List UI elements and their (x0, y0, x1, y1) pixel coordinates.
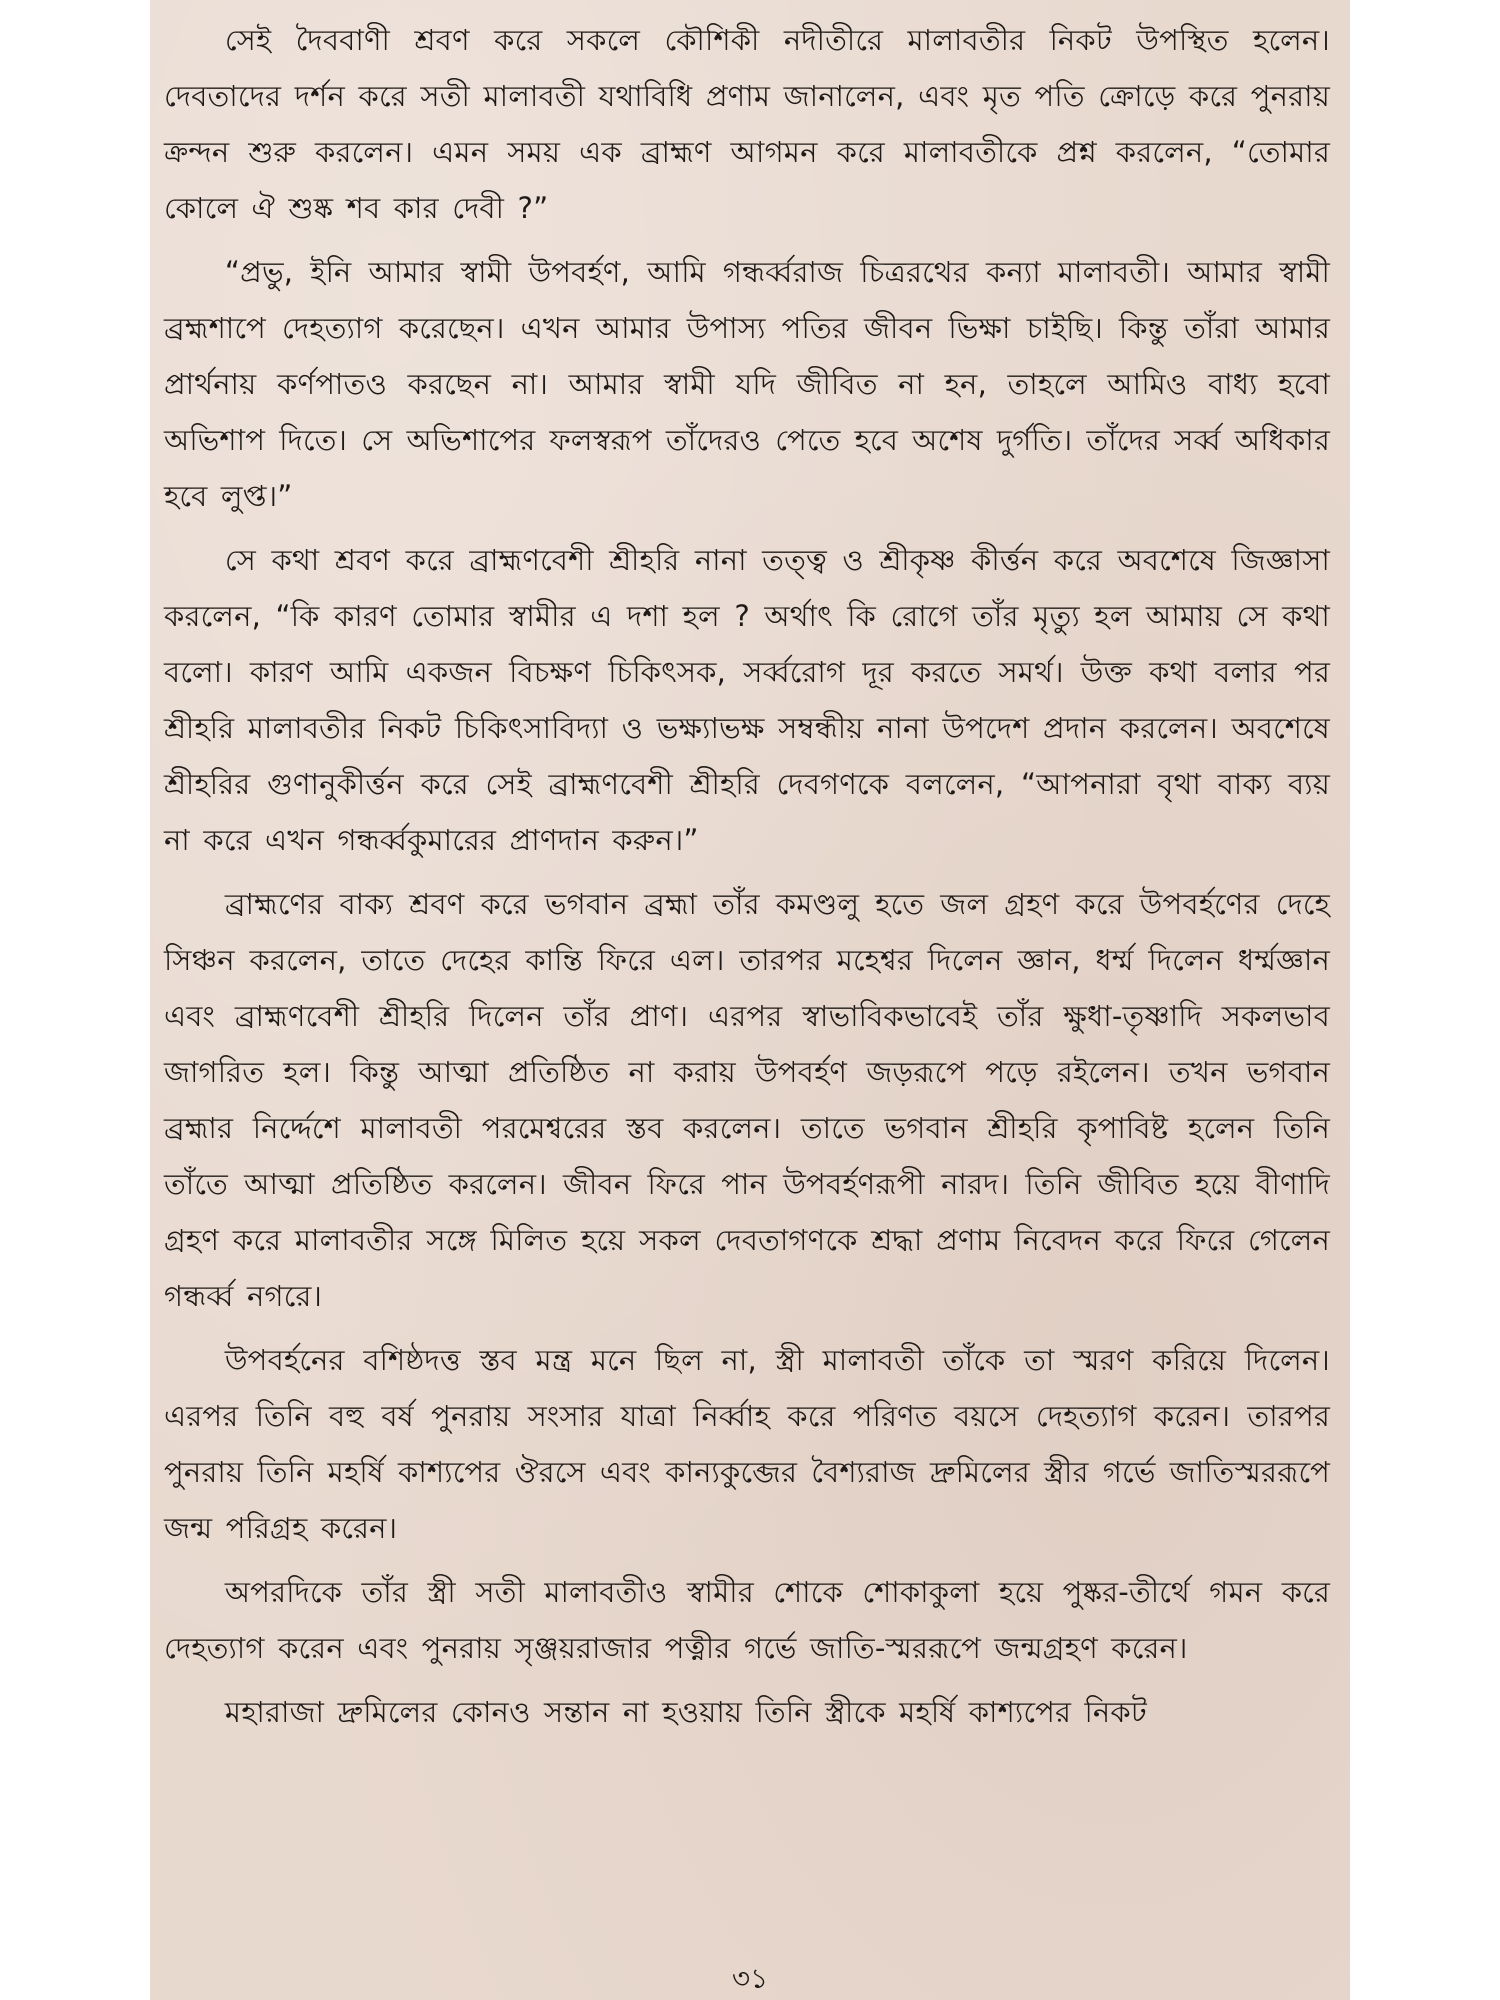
book-page (150, 0, 1350, 2000)
paragraph-1: সেই দৈববাণী শ্রবণ করে সকলে কৌশিকী নদীতীরে মালাবতীর নিকট উপস্থিত হলেন। দেবতাদের দর্শন করে সতী মালাবতী যথাবিধি প্রণাম জানালেন, এবং মৃত পতি ক্রোড়ে করে পুনরায় ক্রন্দন শুরু করলেন। এমন সময় এক ব্রাহ্মণ আগমন করে মালাবতীকে প্রশ্ন করলেন, “তোমার কোলে ঐ শুষ্ক শব কার দেবী ?” (164, 23, 1330, 225)
paragraph-6: অপরদিকে তাঁর স্ত্রী সতী মালাবতীও স্বামীর শোকে শোকাকুলা হয়ে পুষ্কর-তীর্থে গমন করে দেহত্যাগ করেন এবং পুনরায় সৃঞ্জয়রাজার পত্নীর গর্ভে জাতি-স্মররূপে জন্মগ্রহণ করেন। (164, 1575, 1330, 1665)
paragraph-3: সে কথা শ্রবণ করে ব্রাহ্মণবেশী শ্রীহরি নানা তত্ত্ব ও শ্রীকৃষ্ণ কীর্ত্তন করে অবশেষে জিজ্ঞাসা করলেন, “কি কারণ তোমার স্বামীর এ দশা হল ? অর্থাৎ কি রোগে তাঁর মৃত্যু হল আমায় সে কথা বলো। কারণ আমি একজন বিচক্ষণ চিকিৎসক, সর্ব্বরোগ দূর করতে সমর্থ। উক্ত কথা বলার পর শ্রীহরি মালাবতীর নিকট চিকিৎসাবিদ্যা ও ভক্ষ্যাভক্ষ সম্বন্ধীয় নানা উপদেশ প্রদান করলেন। অবশেষে শ্রীহরির গুণানুকীর্ত্তন করে সেই ব্রাহ্মণবেশী শ্রীহরি দেবগণকে বললেন, “আপনারা বৃথা বাক্য ব্যয় না করে এখন গন্ধর্ব্বকুমারের প্রাণদান করুন।” (164, 543, 1330, 857)
paragraph-5: উপবর্হনের বশিষ্ঠদত্ত স্তব মন্ত্র মনে ছিল না, স্ত্রী মালাবতী তাঁকে তা স্মরণ করিয়ে দিলেন। এরপর তিনি বহু বর্ষ পুনরায় সংসার যাত্রা নির্ব্বাহ করে পরিণত বয়সে দেহত্যাগ করেন। তারপর পুনরায় তিনি মহর্ষি কাশ্যপের ঔরসে এবং কান্যকুব্জের বৈশ্যরাজ দ্রুমিলের স্ত্রীর গর্ভে জাতিস্মররূপে জন্ম পরিগ্রহ করেন। (164, 1343, 1330, 1545)
page-number: ৩১ (731, 1962, 769, 1995)
paragraph-2: “প্রভু, ইনি আমার স্বামী উপবর্হণ, আমি গন্ধর্ব্বরাজ চিত্ররথের কন্যা মালাবতী। আমার স্বামী ব্রহ্মশাপে দেহত্যাগ করেছেন। এখন আমার উপাস্য পতির জীবন ভিক্ষা চাইছি। কিন্তু তাঁরা আমার প্রার্থনায় কর্ণপাতও করছেন না। আমার স্বামী যদি জীবিত না হন, তাহলে আমিও বাধ্য হবো অভিশাপ দিতে। সে অভিশাপের ফলস্বরূপ তাঁদেরও পেতে হবে অশেষ দুর্গতি। তাঁদের সর্ব্ব অধিকার হবে লুপ্ত।” (164, 255, 1330, 513)
paragraph-7: মহারাজা দ্রুমিলের কোনও সন্তান না হওয়ায় তিনি স্ত্রীকে মহর্ষি কাশ্যপের নিকট (224, 1695, 1147, 1729)
paragraph-4: ব্রাহ্মণের বাক্য শ্রবণ করে ভগবান ব্রহ্মা তাঁর কমণ্ডলু হতে জল গ্রহণ করে উপবর্হণের দেহে সিঞ্চন করলেন, তাতে দেহের কান্তি ফিরে এল। তারপর মহেশ্বর দিলেন জ্ঞান, ধর্ম্ম দিলেন ধর্ম্মজ্ঞান এবং ব্রাহ্মণবেশী শ্রীহরি দিলেন তাঁর প্রাণ। এরপর স্বাভাবিকভাবেই তাঁর ক্ষুধা-তৃষ্ণাদি সকলভাব জাগরিত হল। কিন্তু আত্মা প্রতিষ্ঠিত না করায় উপবর্হণ জড়রূপে পড়ে রইলেন। তখন ভগবান ব্রহ্মার নির্দ্দেশে মালাবতী পরমেশ্বরের স্তব করলেন। তাতে ভগবান শ্রীহরি কৃপাবিষ্ট হলেন তিনি তাঁতে আত্মা প্রতিষ্ঠিত করলেন। জীবন ফিরে পান উপবর্হণরূপী নারদ। তিনি জীবিত হয়ে বীণাদি গ্রহণ করে মালাবতীর সঙ্গে মিলিত হয়ে সকল দেবতাগণকে শ্রদ্ধা প্রণাম নিবেদন করে ফিরে গেলেন গন্ধর্ব্ব নগরে। (164, 887, 1330, 1313)
